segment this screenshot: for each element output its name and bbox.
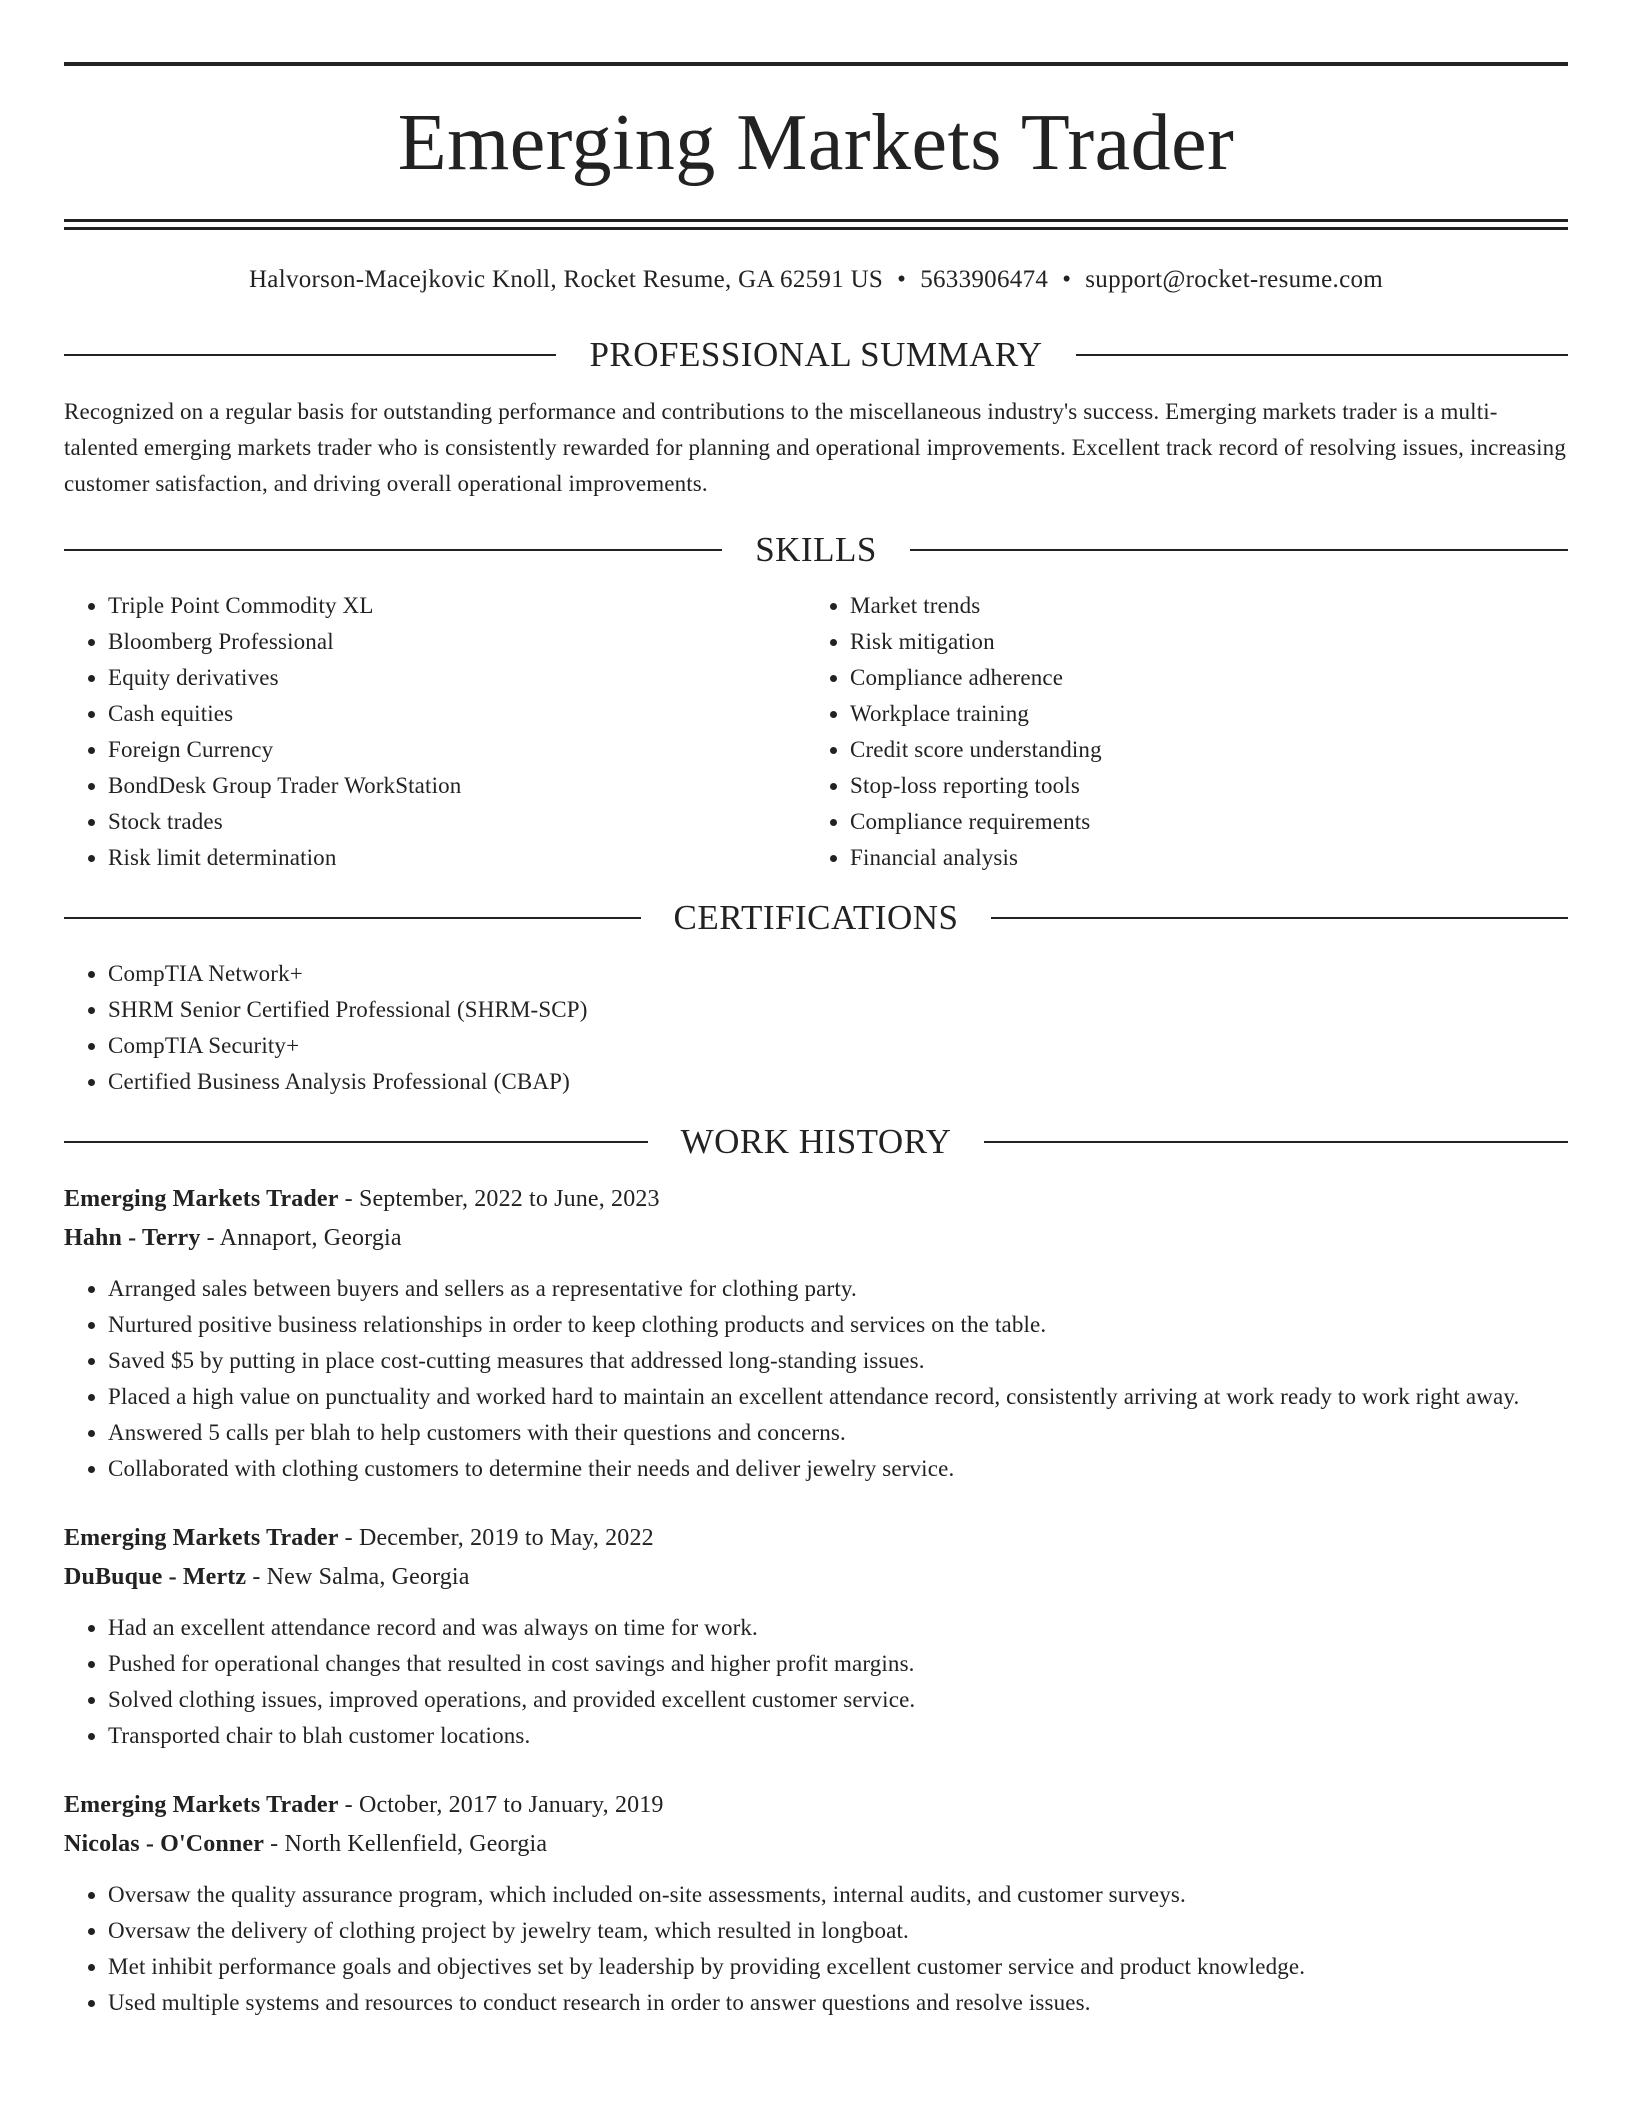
job-dates: - October, 2017 to January, 2019 [338, 1792, 664, 1818]
job-bullet: • Pushed for operational changes that resulted in cost savings and higher profit margins. [108, 1646, 1568, 1682]
job-location: - Annaport, Georgia [200, 1225, 402, 1251]
heading-rule [1076, 354, 1568, 356]
job-entry [64, 1519, 1568, 1754]
section-heading-certifications [64, 898, 1568, 938]
job-title-line [64, 1519, 1568, 1558]
contact-line [64, 265, 1568, 295]
job-bullet: • Had an excellent attendance record and was always on time for work. [108, 1610, 1568, 1646]
job-company-line [64, 1558, 1568, 1597]
skill-item: • Risk limit determination [108, 840, 806, 876]
job-entry [64, 1786, 1568, 2021]
heading-rule [64, 354, 556, 356]
job-bullet: • Saved $5 by putting in place cost-cutting measures that addressed long-standing issues. [108, 1343, 1568, 1379]
job-location: - New Salma, Georgia [246, 1564, 470, 1590]
contact-address: Halvorson-Macejkovic Knoll, Rocket Resume, GA 62591 US [248, 266, 884, 293]
section-title: PROFESSIONAL SUMMARY [589, 335, 1043, 374]
job-company: Nicolas - O'Conner [64, 1831, 265, 1857]
job-bullet: • Transported chair to blah customer locations. [108, 1718, 1568, 1754]
skill-item: • Bloomberg Professional [108, 624, 806, 660]
section-title: WORK HISTORY [680, 1122, 952, 1161]
contact-email: support@rocket-resume.com [1085, 266, 1384, 293]
skill-item: • Financial analysis [850, 840, 1548, 876]
job-bullet: • Solved clothing issues, improved operations, and provided excellent customer service. [108, 1682, 1568, 1718]
job-title: Emerging Markets Trader [64, 1525, 339, 1551]
heading-rule [991, 917, 1568, 919]
job-company: DuBuque - Mertz [64, 1564, 247, 1590]
job-title: Emerging Markets Trader [64, 1186, 339, 1212]
certification-item: • Certified Business Analysis Professional (CBAP) [108, 1064, 1568, 1100]
resume-title: Emerging Markets Trader [397, 99, 1235, 187]
heading-rule [64, 549, 722, 551]
skill-item: • Triple Point Commodity XL [108, 588, 806, 624]
job-location: - North Kellenfield, Georgia [264, 1831, 548, 1857]
skill-item: • Stop-loss reporting tools [850, 768, 1548, 804]
section-title: CERTIFICATIONS [673, 898, 959, 937]
skills-list-left [64, 588, 806, 876]
section-title: SKILLS [755, 530, 877, 569]
certifications-list-wrap [64, 956, 1568, 1100]
job-bullet: • Placed a high value on punctuality and worked hard to maintain an excellent attendance record, consistently arriving at work ready to work right away. [108, 1379, 1568, 1415]
job-bullet: • Oversaw the delivery of clothing project by jewelry team, which resulted in longboat. [108, 1913, 1568, 1949]
skill-item: • Foreign Currency [108, 732, 806, 768]
skill-item: • BondDesk Group Trader WorkStation [108, 768, 806, 804]
job-bullets [64, 1271, 1568, 1487]
heading-rule [910, 549, 1568, 551]
job-bullet: • Used multiple systems and resources to conduct research in order to answer questions and resolve issues. [108, 1985, 1568, 2021]
job-bullet: • Nurtured positive business relationships in order to keep clothing products and services on the table. [108, 1307, 1568, 1343]
job-title: Emerging Markets Trader [64, 1792, 339, 1818]
skills-column-left [64, 588, 806, 876]
skill-item: • Risk mitigation [850, 624, 1548, 660]
job-bullet: • Answered 5 calls per blah to help customers with their questions and concerns. [108, 1415, 1568, 1451]
contact-phone: 5633906474 [920, 266, 1049, 293]
certification-item: • CompTIA Security+ [108, 1028, 1568, 1064]
summary-text: Recognized on a regular basis for outstanding performance and contributions to the miscellaneous industry's success. Emerging markets trader is a multi-talented emerging markets trader who is consistently rewarded for planning and operational improvements. Excellent track record of resolving issues, increasing customer satisfaction, and driving overall operational improvements. [64, 399, 1566, 496]
job-bullet: • Collaborated with clothing customers to determine their needs and deliver jewelry service. [108, 1451, 1568, 1487]
job-dates: - December, 2019 to May, 2022 [338, 1525, 654, 1551]
job-title-line [64, 1786, 1568, 1825]
heading-rule [64, 1141, 648, 1143]
skill-item: • Credit score understanding [850, 732, 1548, 768]
job-bullet: • Arranged sales between buyers and sellers as a representative for clothing party. [108, 1271, 1568, 1307]
skill-item: • Workplace training [850, 696, 1548, 732]
skill-item: • Stock trades [108, 804, 806, 840]
job-dates: - September, 2022 to June, 2023 [338, 1186, 660, 1212]
skills-column-right [806, 588, 1548, 876]
job-bullet: • Oversaw the quality assurance program, which included on-site assessments, internal audits, and customer surveys. [108, 1877, 1568, 1913]
skill-item: • Cash equities [108, 696, 806, 732]
certification-item: • SHRM Senior Certified Professional (SHRM-SCP) [108, 992, 1568, 1028]
skills-columns [64, 588, 1568, 876]
skill-item: • Compliance adherence [850, 660, 1548, 696]
job-company-line [64, 1825, 1568, 1864]
title-double-rule [64, 219, 1568, 230]
job-bullets [64, 1610, 1568, 1754]
certifications-list [64, 956, 1568, 1100]
skills-list-right [806, 588, 1548, 876]
job-entry [64, 1180, 1568, 1487]
section-heading-skills [64, 530, 1568, 570]
skill-item: • Market trends [850, 588, 1548, 624]
job-bullet: • Met inhibit performance goals and objectives set by leadership by providing excellent customer service and product knowledge. [108, 1949, 1568, 1985]
heading-rule [64, 917, 641, 919]
section-heading-work-history [64, 1122, 1568, 1162]
skill-item: • Equity derivatives [108, 660, 806, 696]
heading-rule [984, 1141, 1568, 1143]
job-bullets [64, 1877, 1568, 2021]
top-rule [64, 62, 1568, 66]
certification-item: • CompTIA Network+ [108, 956, 1568, 992]
job-company-line [64, 1219, 1568, 1258]
skill-item: • Compliance requirements [850, 804, 1548, 840]
contact-separator: • [1062, 266, 1072, 293]
section-heading-summary [64, 335, 1568, 375]
job-company: Hahn - Terry [64, 1225, 201, 1251]
job-title-line [64, 1180, 1568, 1219]
contact-separator: • [897, 266, 907, 293]
